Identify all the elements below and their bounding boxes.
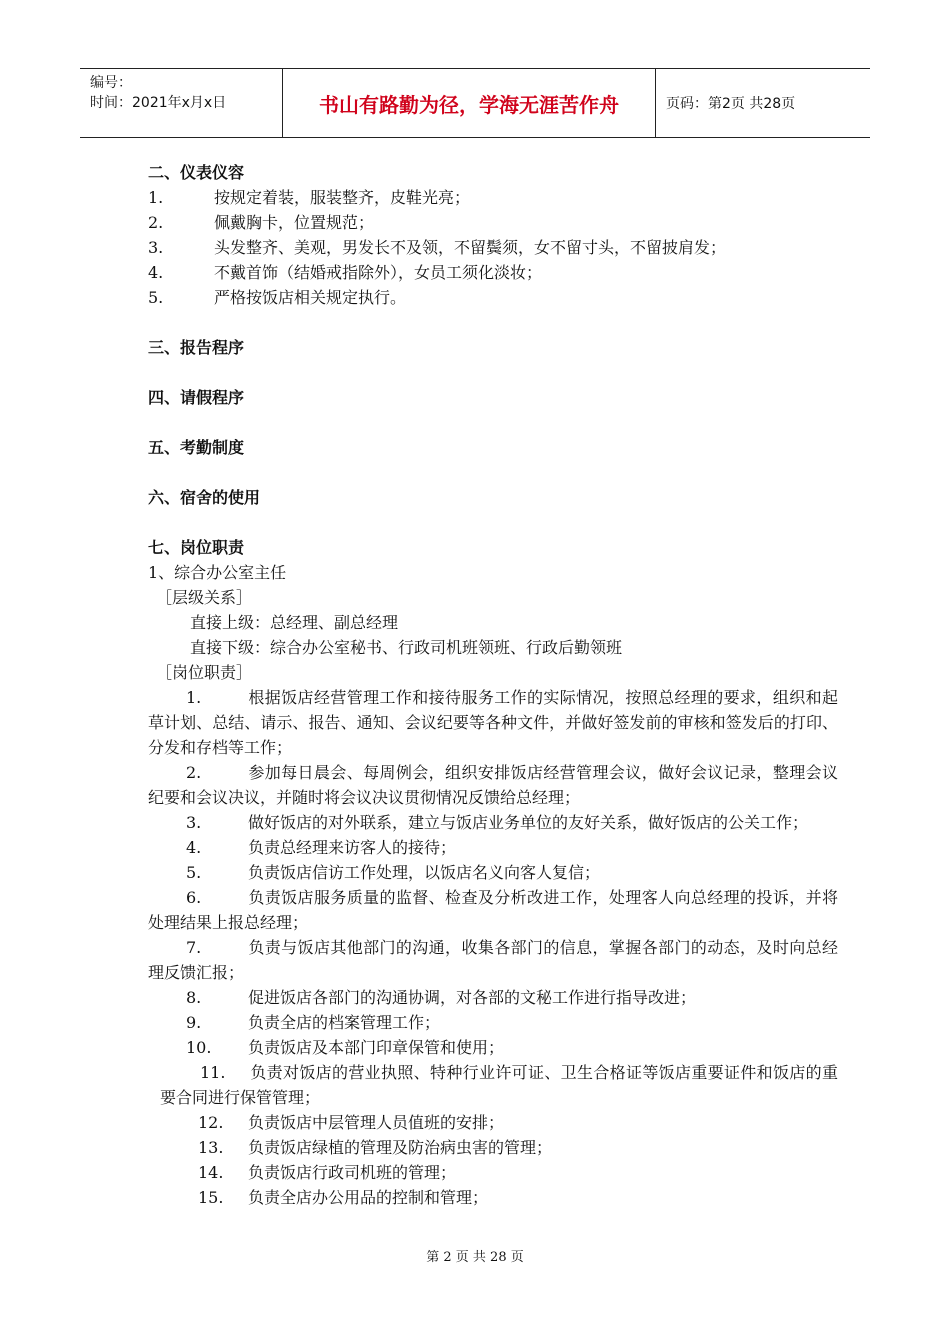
list-item: 2. 佩戴胸卡，位置规范； (148, 213, 375, 232)
duty-item: 3. 做好饭店的对外联系，建立与饭店业务单位的友好关系，做好饭店的公关工作； (186, 813, 809, 832)
document-body (148, 160, 838, 1210)
page-header (80, 68, 870, 138)
page-footer: 第 2 页 共 28 页 (426, 1250, 524, 1265)
duty-item: 2. 参加每日晨会、每周例会，组织安排饭店经营管理会议，做好会议记录，整理会议纪要和会议决议，并随时将会议决议贯彻情况反馈给总经理； (148, 763, 838, 807)
subsection-title: 1、综合办公室主任 (148, 563, 287, 582)
duty-item: 7. 负责与饭店其他部门的沟通，收集各部门的信息，掌握各部门的动态，及时向总经理反馈汇报； (148, 938, 838, 982)
section-title: 二、仪表仪容 (148, 163, 245, 182)
section-title: 三、报告程序 (148, 338, 245, 357)
duty-item: 6. 负责饭店服务质量的监督、检查及分析改进工作，处理客人向总经理的投诉，并将处理结果上报总经理； (148, 888, 838, 932)
duty-item: 10. 负责饭店及本部门印章保管和使用； (186, 1038, 505, 1057)
section-title: 五、考勤制度 (148, 438, 245, 457)
header-divider (655, 69, 656, 137)
list-item: 5. 严格按饭店相关规定执行。 (148, 288, 407, 307)
duty-item: 12. 负责饭店中层管理人员值班的安排； (198, 1113, 505, 1132)
time-label: 时间：2021年x月x日 (90, 95, 227, 111)
superior-line: 直接上级：总经理、副总经理 (190, 613, 399, 632)
duty-item: 4. 负责总经理来访客人的接待； (186, 838, 457, 857)
duty-item: 11. 负责对饭店的营业执照、特种行业许可证、卫生合格证等饭店重要证件和饭店的重要合同进行保管管理； (160, 1063, 838, 1107)
list-item: 1. 按规定着装，服装整齐，皮鞋光亮； (148, 188, 471, 207)
subordinate-line: 直接下级：综合办公室秘书、行政司机班领班、行政后勤领班 (190, 638, 623, 657)
list-item: 4. 不戴首饰（结婚戒指除外），女员工须化淡妆； (148, 263, 543, 282)
section-title: 六、宿舍的使用 (148, 488, 261, 507)
relation-label: ［层级关系］ (156, 588, 253, 607)
duty-item: 13. 负责饭店绿植的管理及防治病虫害的管理； (198, 1138, 553, 1157)
duty-label: ［岗位职责］ (156, 663, 253, 682)
header-motto: 书山有路勤为径，学海无涯苦作舟 (319, 92, 619, 117)
header-meta (90, 73, 226, 113)
section-title: 七、岗位职责 (148, 538, 245, 557)
duty-item: 8. 促进饭店各部门的沟通协调，对各部的文秘工作进行指导改进； (186, 988, 697, 1007)
duty-item: 14. 负责饭店行政司机班的管理； (198, 1163, 457, 1182)
duty-item: 5. 负责饭店信访工作处理，以饭店名义向客人复信； (186, 863, 601, 882)
section-title: 四、请假程序 (148, 388, 245, 407)
number-label: 编号： (90, 75, 132, 91)
duty-item: 1. 根据饭店经营管理工作和接待服务工作的实际情况，按照总经理的要求，组织和起草计划、总结、请示、报告、通知、会议纪要等各种文件，并做好签发前的审核和签发后的打印、分发和存档等工作； (148, 688, 838, 757)
duty-item: 15. 负责全店办公用品的控制和管理； (198, 1188, 489, 1207)
header-page-info: 页码：第2页 共28页 (666, 96, 796, 112)
duty-item: 9. 负责全店的档案管理工作； (186, 1013, 441, 1032)
list-item: 3. 头发整齐、美观，男发长不及领，不留鬓须，女不留寸头，不留披肩发； (148, 238, 727, 257)
